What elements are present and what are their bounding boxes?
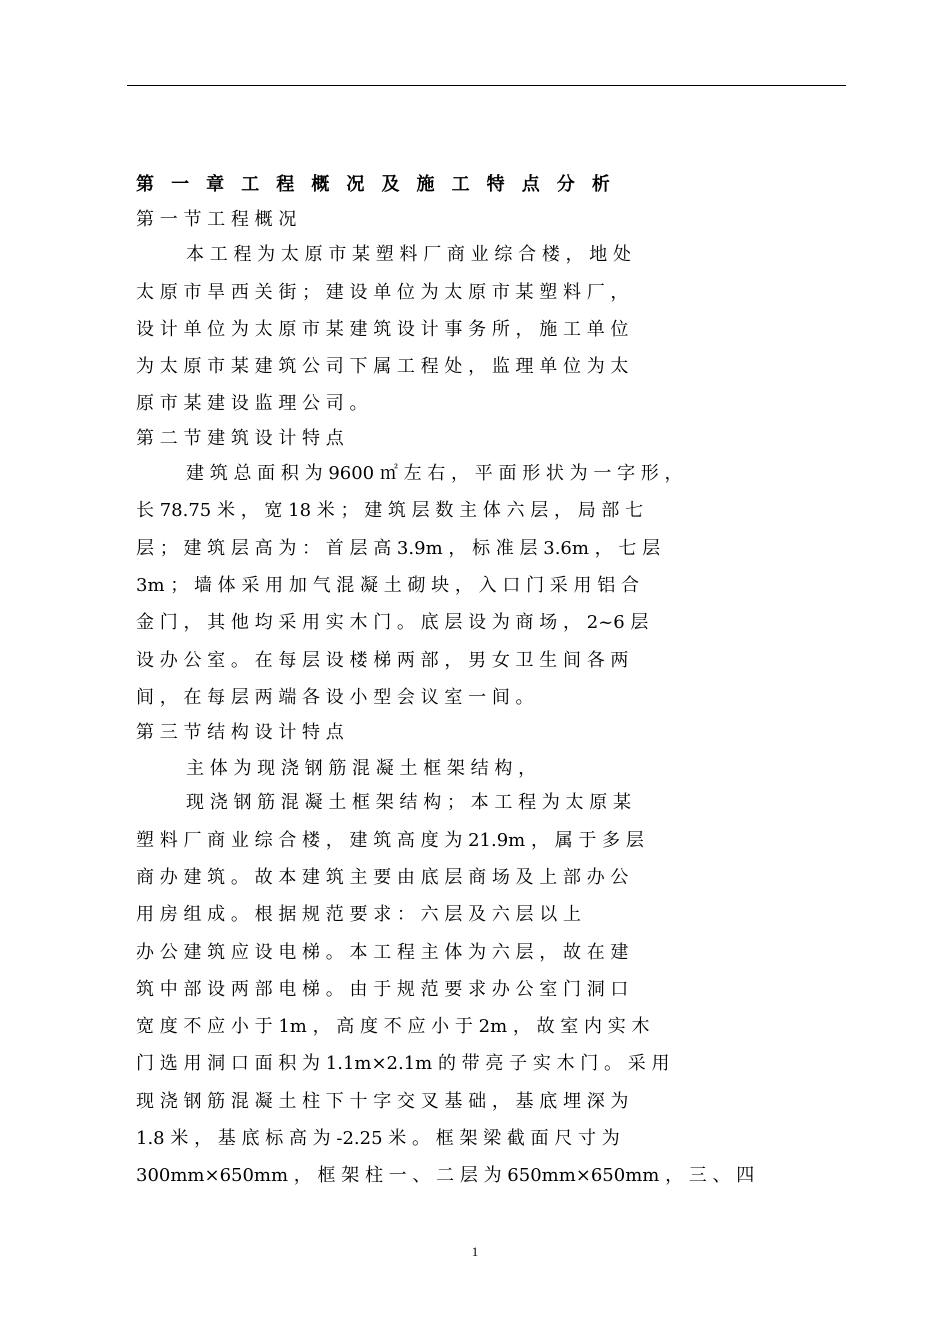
body-line: 为 太 原 市 某 建 筑 公 司 下 属 工 程 处 ， 监 理 单 位 为 太 [136,356,629,377]
body-line: 宽 度 不 应 小 于 1m ， 高 度 不 应 小 于 2m ， 故 室 内 实 木 [136,1016,650,1037]
section-heading: 第 三 节 结 构 设 计 特 点 [136,722,344,743]
body-line: 现 浇 钢 筋 混 凝 土 柱 下 十 字 交 叉 基 础 ， 基 底 埋 深 为 [136,1091,629,1112]
body-line: 金 门 ， 其 他 均 采 用 实 木 门 。 底 层 设 为 商 场 ， 2~6 层 [136,612,649,633]
section-heading: 第 一 节 工 程 概 况 [136,209,297,230]
body-line: 主 体 为 现 浇 钢 筋 混 凝 土 框 架 结 构 ， [186,758,537,779]
body-line: 间 ， 在 每 层 两 端 各 设 小 型 会 议 室 一 间 。 [136,687,534,708]
body-line: 现 浇 钢 筋 混 凝 土 框 架 结 构 ； 本 工 程 为 太 原 某 [186,792,631,813]
body-line: 300mm×650mm ， 框 架 柱 一 、 二 层 为 650mm×650mm ， 三 、 四 [136,1165,755,1186]
body-line: 本 工 程 为 太 原 市 某 塑 料 厂 商 业 综 合 楼 ， 地 处 [186,244,631,265]
body-line: 建 筑 总 面 积 为 9600 ㎡ 左 右 ， 平 面 形 状 为 一 字 形 ， [186,463,683,484]
body-line: 设 办 公 室 。 在 每 层 设 楼 梯 两 部 ， 男 女 卫 生 间 各 两 [136,650,629,671]
body-line: 太 原 市 旱 西 关 街 ； 建 设 单 位 为 太 原 市 某 塑 料 厂 ， [136,282,629,303]
body-line: 层 ； 建 筑 层 高 为 ： 首 层 高 3.9m ， 标 准 层 3.6m ， 七 层 [136,538,661,559]
body-line: 用 房 组 成 。 根 据 规 范 要 求 ： 六 层 及 六 层 以 上 [136,904,581,925]
body-line: 1.8 米 ， 基 底 标 高 为 -2.25 米 。 框 架 梁 截 面 尺 寸 为 [136,1128,620,1149]
chapter-heading: 第 一 章 工 程 概 况 及 施 工 特 点 分 析 [136,174,616,195]
header-rule [127,85,846,86]
body-line: 门 选 用 洞 口 面 积 为 1.1m×2.1m 的 带 亮 子 实 木 门 。 采 用 [136,1053,670,1074]
body-line: 办 公 建 筑 应 设 电 梯 。 本 工 程 主 体 为 六 层 ， 故 在 建 [136,942,629,963]
body-line: 原 市 某 建 设 监 理 公 司 。 [136,393,368,414]
body-line: 设 计 单 位 为 太 原 市 某 建 筑 设 计 事 务 所 ， 施 工 单 位 [136,319,629,340]
body-line: 3m ； 墙 体 采 用 加 气 混 凝 土 砌 块 ， 入 口 门 采 用 铝 合 [136,575,639,596]
body-line: 长 78.75 米 ， 宽 18 米 ； 建 筑 层 数 主 体 六 层 ， 局 部 七 [136,500,644,521]
body-line: 塑 料 厂 商 业 综 合 楼 ， 建 筑 高 度 为 21.9m ， 属 于 多 层 [136,830,644,851]
section-heading: 第 二 节 建 筑 设 计 特 点 [136,428,344,449]
page-number: 1 [471,1244,479,1259]
body-line: 筑 中 部 设 两 部 电 梯 。 由 于 规 范 要 求 办 公 室 门 洞 口 [136,979,629,1000]
body-line: 商 办 建 筑 。 故 本 建 筑 主 要 由 底 层 商 场 及 上 部 办 公 [136,867,629,888]
